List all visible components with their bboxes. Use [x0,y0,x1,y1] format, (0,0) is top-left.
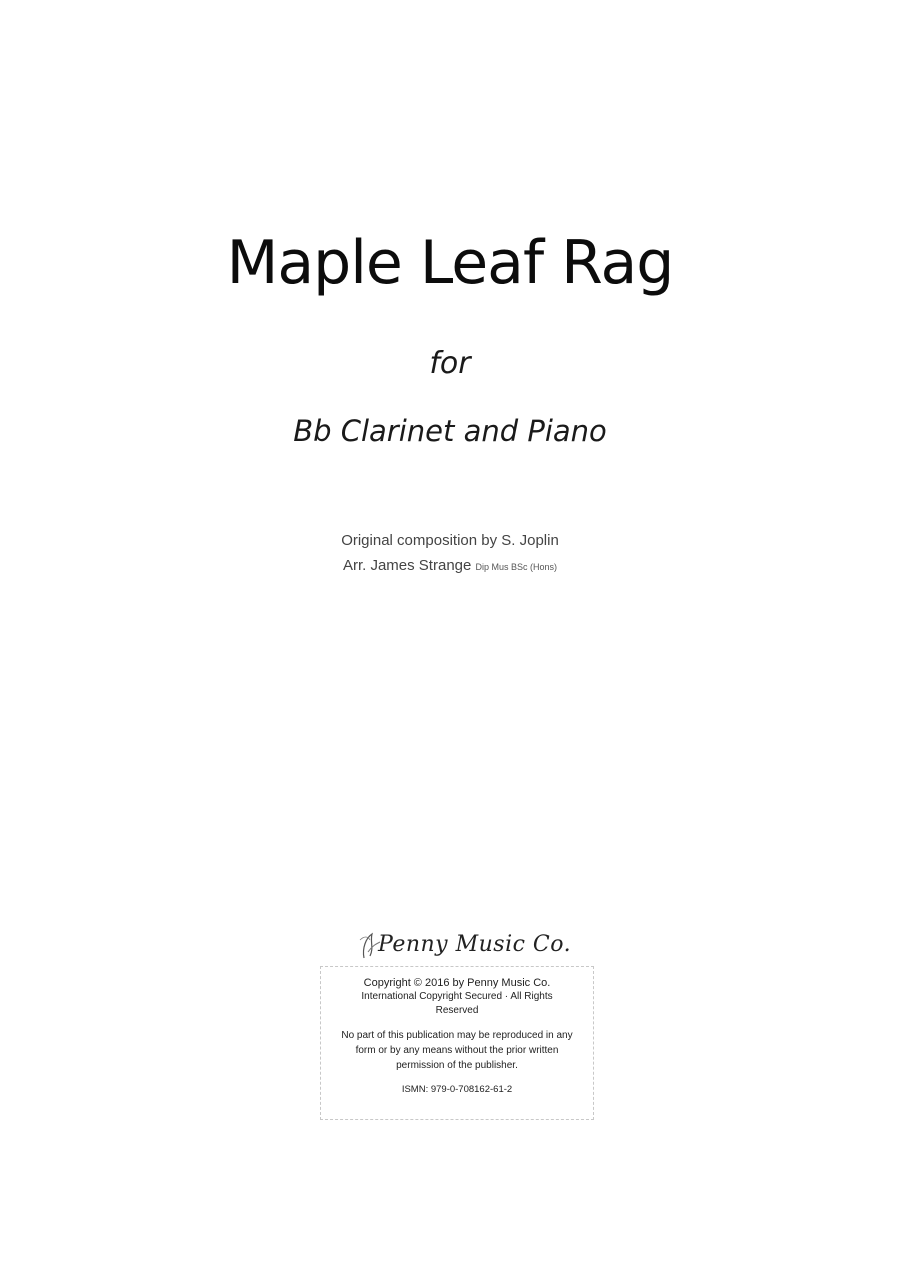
composer-credit: Original composition by S. Joplin [341,532,559,549]
publisher-logo-text: Penny Music Co. [378,932,572,957]
for-label: for [429,346,471,381]
ismn-number: ISMN: 979-0-708162-61-2 [401,1084,513,1095]
arranger-name: Arr. James Strange [342,557,472,574]
copyright-box [320,966,594,1120]
credits-block [0,528,900,580]
rights-line: International Copyright Secured · All Rights Reserved [361,991,553,1016]
copyright-line: Copyright © 2016 by Penny Music Co. [363,977,551,989]
instrumentation: Bb Clarinet and Piano [293,414,607,448]
arranger-credit [0,553,900,580]
arranger-qualifications: Dip Mus BSc (Hons) [475,562,558,572]
reproduction-notice: No part of this publication may be reproduced in any form or by any means without the prior written permission of the publisher. [341,1030,573,1071]
score-title: Maple Leaf Rag [226,228,674,298]
